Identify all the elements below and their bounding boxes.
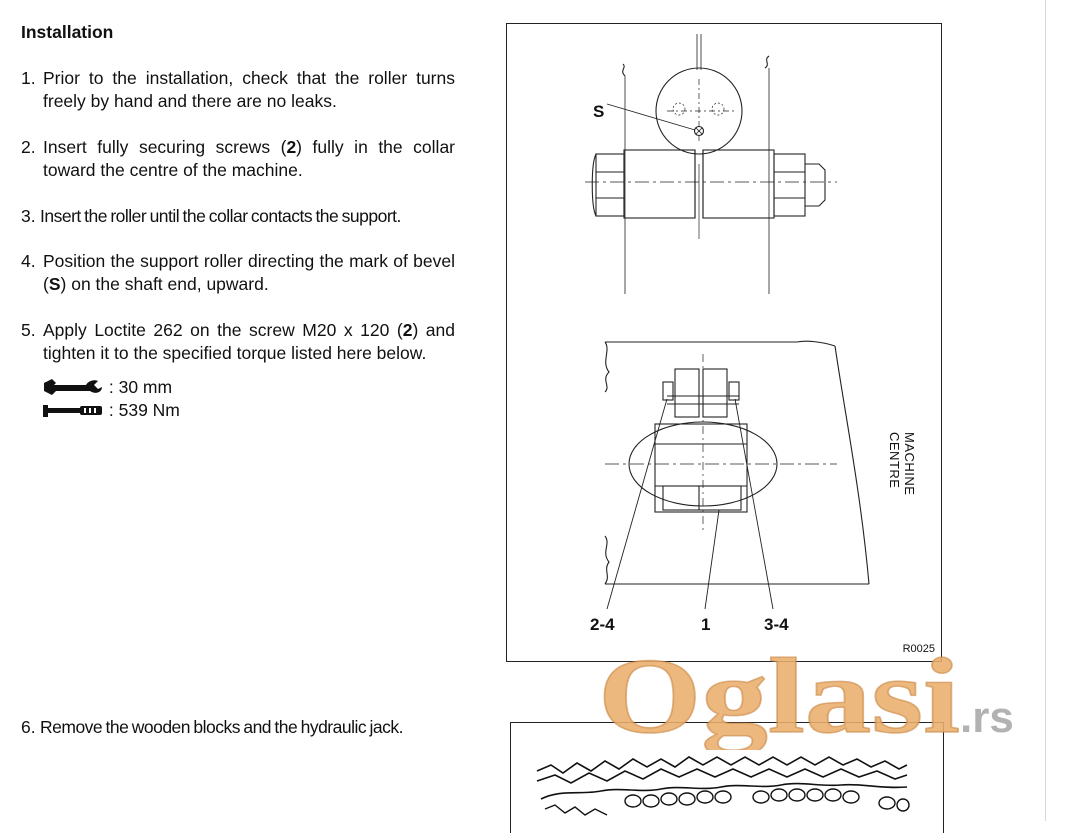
roller-drawing — [507, 24, 941, 661]
oglasi-logo — [598, 640, 1048, 750]
wrench-size-value: : 30 mm — [108, 377, 173, 397]
callout-1: 1 — [701, 615, 711, 634]
svg-text:.rs: .rs — [960, 693, 1014, 742]
step-6 — [21, 716, 455, 739]
step-number: 6. — [21, 717, 36, 737]
part-ref: S — [48, 274, 61, 294]
step-1 — [21, 67, 455, 113]
step-text: Position the support roller directing the mark of bevel (S) on the shaft end, upward. — [43, 251, 455, 294]
step-2 — [21, 136, 455, 182]
wrench-size-spec — [42, 376, 172, 399]
step-3 — [21, 205, 455, 228]
section-heading: Installation — [21, 22, 114, 42]
step-text: Prior to the installation, check that the roller turns freely by hand and there are no leaks. — [43, 68, 455, 111]
figure-code: R0025 — [902, 643, 935, 655]
wrench-icon — [42, 378, 104, 396]
step-number: 5. — [21, 320, 36, 340]
step-4 — [21, 250, 455, 296]
part-ref: 2 — [286, 137, 297, 157]
step-text: Insert the roller until the collar contacts the support. — [40, 206, 401, 226]
step-number: 2. — [21, 137, 36, 157]
step-text: Remove the wooden blocks and the hydraulic jack. — [40, 717, 403, 737]
site-watermark — [598, 640, 1048, 750]
torque-spec — [42, 399, 180, 422]
bevel-mark-label: S — [593, 102, 605, 121]
part-ref: 2 — [402, 320, 413, 340]
machine-centre-label: MACHINE CENTRE — [887, 432, 917, 496]
torque-value: : 539 Nm — [108, 400, 180, 420]
svg-text:Oglasi: Oglasi — [598, 640, 960, 750]
step-text: Apply Loctite 262 on the screw M20 x 120 (2) and tighten it to the specified torque listed here below. — [43, 320, 456, 363]
step-number: 1. — [21, 68, 36, 88]
step-text: Insert fully securing screws (2) fully in the collar toward the centre of the machine. — [43, 137, 455, 180]
callout-2-4: 2-4 — [590, 615, 615, 634]
step-number: 4. — [21, 251, 36, 271]
step-number: 3. — [21, 206, 36, 226]
callout-3-4: 3-4 — [764, 615, 789, 634]
step-5 — [21, 319, 455, 365]
roller-installation-figure — [506, 23, 942, 662]
torque-wrench-icon — [42, 401, 104, 419]
